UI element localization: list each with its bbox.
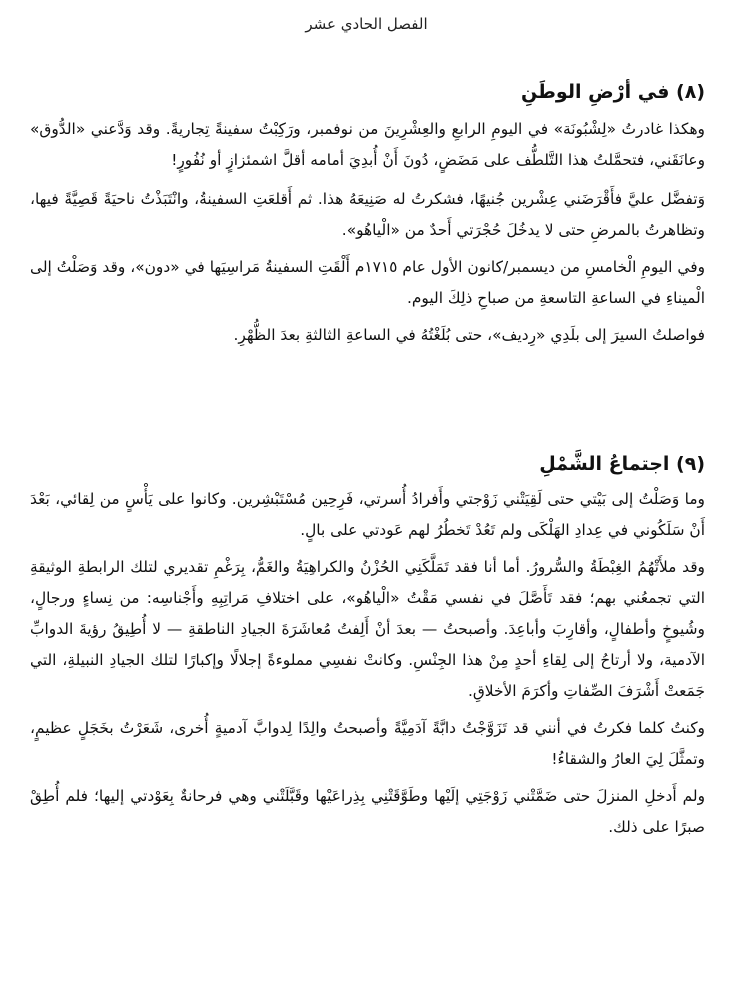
paragraph: وَتفضَّل عليَّ فأَقْرَضَني عِشْرين جُنيهًا، فشكرتُ له صَنِيعَهُ هذا. ثم أَقلعَتِ السفينةُ، وانْتَبَذْتُ ناحيَةً قَصِيَّةً فيها، وتظاهرتُ بالمرضِ حتى لا يدخُلَ حُجْرَتي أَحدٌ من «الْياهُو».	[30, 190, 705, 239]
section-body	[30, 114, 705, 351]
section-body	[30, 484, 705, 843]
paragraph: ولم أَدخلِ المنزلَ حتى ضَمَّتْني زَوْجَتِي إلَيْها وطَوَّقَتْنِي بِذِراعَيْها وقَبَّلَتْني وهي فرحانةٌ بِعَوْدتي إليها؛ فلم أُطِقْ صبرًا على ذلك.	[30, 787, 705, 836]
paragraph: وما وَصَلْتُ إلى بَيْتي حتى لَقِيَتْني زَوْجتي وأَفرادُ أُسرتي، فَرِحِين مُسْتَبْشِرين. وكانوا على يَأْسٍ من لِقائي، بَعْدَ أَنْ سَلَكُوني في عِدادِ الهَلْكَى ولم تَعُدْ تَخطُرُ لهم عَودتي على بالٍ.	[30, 490, 705, 539]
paragraph: وهكذا غادرتُ «لِشْبُونَة» في اليومِ الرابعِ والعِشْرِينَ من نوفمبر، ورَكِبْتُ سفينةً تِجاريةً. وقد وَدَّعني «الدُّوق» وعانَقَني، فتحمَّلتُ هذا التَّلطُّف على مَضَضٍ، دُونَ أَنْ أُبدِيَ أمامه أقلَّ اشمئزازٍ أو نُفُورٍ!	[30, 120, 705, 169]
paragraph: فواصلتُ السيرَ إلى بلَدِي «رِديف»، حتى بُلَغْتُهُ في الساعةِ الثالثةِ بعدَ الظُّهْرِ.	[233, 326, 705, 344]
section-title: (٩) اجتماعُ الشَّمْلِ	[539, 452, 705, 475]
section-title: (٨) في أرْضِ الوطَنِ	[520, 80, 705, 103]
running-header: الفصل الحادي عشر	[305, 15, 428, 33]
paragraph: وفي اليومِ الْخامسِ من ديسمبر/كانون الأول عام ١٧١٥م أَلْقَتِ السفينةُ مَراسِيَها في «دون»، وقد وَصَلْتُ إلى الْميناءِ في الساعةِ التاسعةِ من صباحِ ذلِكَ اليوم.	[30, 258, 705, 307]
paragraph: وقد ملأَتْهُمُ الغِبْطَةُ والسُّرورُ. أما أنا فقد تَمَلَّكَنِي الحُزْنُ والكراهِيَةُ والغَمُّ، بِرَغْمِ تقديري لتلك الرابطةِ الوثيقةِ التي تجمعُني بهم؛ فقد تَأَصَّلَ في نفسي مَقْتُ «الْياهُو»، على اختلافِ مَراتِبِهِ وأَجْناسِه: من نِساءٍ ورجالٍ، وشُيوخٍ وأطفالٍ، وأقارِبَ وأباعِدَ. وأصبحتُ — بعدَ أنْ أَلِفتُ مُعاشَرَةَ الجيادِ الناطقةِ — لا أُطِيقُ رؤيةَ الدوابِّ الآدمية، ولا أرتاحُ إلى لِقاءِ أحدٍ مِنْ هذا الجِنْسِ. وكانتْ نفسِي مملوءةً إجلالًا وإكبارًا لتلك الجيادِ النبيلةِ، التي جَمَعتْ أَشْرَفَ الصِّفاتِ وأكرَمَ الأخلاقِ.	[30, 558, 705, 700]
paragraph: وكنتُ كلما فكرتُ في أنني قد تَزَوَّجْتُ دابَّةً آدَمِيَّةً وأصبحتُ والِدًا لِدوابَّ آدميةٍ أُخرى، شَعَرْتُ بخَجَلٍ عظيمٍ، وتمثَّلَ لِيَ العارُ والشقاءُ!	[30, 719, 705, 768]
